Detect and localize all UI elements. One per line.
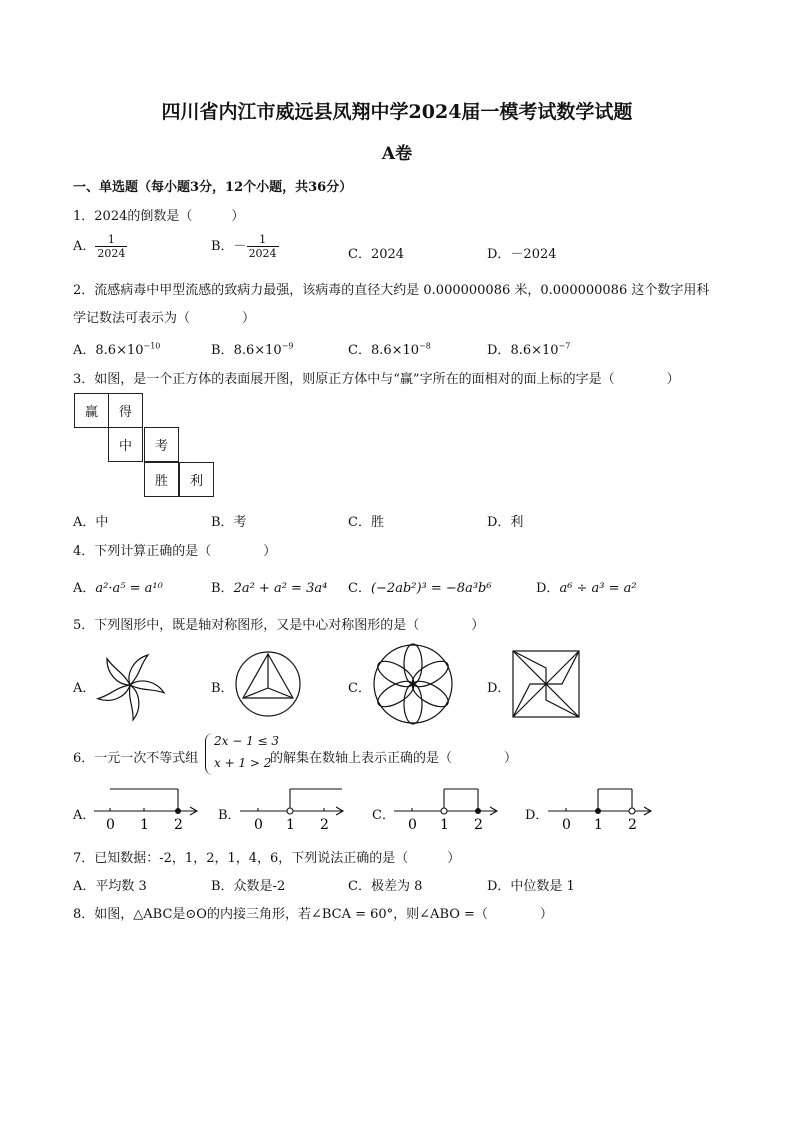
q5-option-b-label: B． — [211, 681, 234, 696]
q7-option-c: C．极差为 8 — [348, 879, 423, 894]
number-line-d — [546, 783, 656, 833]
inequality-1: 2x − 1 ≤ 3 — [214, 734, 280, 748]
page-title: 四川省内江市威远县凤翔中学2024届一模考试数学试题 — [161, 101, 633, 123]
square-pinwheel-figure — [510, 648, 582, 720]
q6-option-d-label: D． — [525, 808, 549, 823]
tick-label-1: 1 — [594, 817, 603, 833]
system-brace — [205, 733, 214, 775]
tick-label-0: 0 — [106, 817, 115, 833]
question-5-stem: 5．下列图形中，既是轴对称图形，又是中心对称图形的是（ ） — [73, 618, 485, 633]
q7-option-b: B．众数是-2 — [211, 879, 286, 894]
q6-option-b-label: B． — [218, 808, 241, 823]
q6-option-a-label: A． — [73, 808, 96, 823]
tick-label-1: 1 — [286, 817, 295, 833]
q3-option-c: C．胜 — [348, 515, 384, 530]
net-cell-2: 得 — [108, 393, 143, 428]
q2-option-d: D．$8.6\times 10^{-7}$ — [487, 341, 571, 358]
tick-label-2: 2 — [474, 817, 483, 833]
number-line-a — [92, 783, 202, 833]
q3-option-a: A．中 — [73, 515, 109, 530]
q5-option-d-label: D． — [487, 681, 511, 696]
q4-option-b: B．2a² + a² = 3a⁴ — [211, 581, 328, 596]
q1-option-b: B．－ $\frac{1}{2024}$ — [211, 233, 277, 260]
tick-label-1: 1 — [140, 817, 149, 833]
question-8-stem: 8．如图，△ABC是⊙O的内接三角形，若∠BCA = 60°，则∠ABO =（ ） — [73, 907, 553, 922]
question-4-stem: 4．下列计算正确的是（ ） — [73, 544, 277, 559]
q4-option-c: C．(−2ab²)³ = −8a³b⁶ — [348, 581, 492, 596]
q1-option-a: A． $\frac{1}{2024}$ — [73, 233, 126, 260]
net-cell-4: 考 — [144, 427, 179, 462]
q2-option-b: B．$8.6\times 10^{-9}$ — [211, 341, 294, 358]
question-2-stem-line-1: 2．流感病毒中甲型流感的致病力最强，该病毒的直径大约是 0.000000086 米，0.000000086 这个数字用科 — [73, 283, 710, 298]
q1-option-c: C．2024 — [348, 247, 405, 262]
q7-option-a: A．平均数 3 — [73, 879, 147, 894]
q4-option-d: D．a⁶ ÷ a³ = a² — [536, 581, 637, 596]
question-1-stem: 1．2024的倒数是（ ） — [73, 209, 245, 224]
q4-option-a: A．a²·a⁵ = a¹⁰ — [73, 581, 163, 596]
tick-label-2: 2 — [628, 817, 637, 833]
section-heading: 一、单选题（每小题3分，12个小题，共36分） — [73, 180, 353, 195]
q2-option-a: A．$8.6\times 10^{-10}$ — [73, 341, 161, 358]
q2-option-c: C．$8.6\times 10^{-8}$ — [348, 341, 431, 358]
net-cell-6: 利 — [179, 462, 214, 497]
net-cell-5: 胜 — [144, 462, 179, 497]
q5-option-a-label: A． — [73, 681, 96, 696]
tick-label-2: 2 — [174, 817, 183, 833]
net-cell-3: 中 — [108, 427, 143, 462]
question-6-stem-prefix: 6．一元一次不等式组 — [73, 751, 199, 766]
triangle-in-circle-figure — [232, 648, 304, 720]
tick-label-2: 2 — [320, 817, 329, 833]
question-6-stem-suffix: 的解集在数轴上表示正确的是（ ） — [270, 751, 518, 766]
tick-label-1: 1 — [440, 817, 449, 833]
page-subtitle: A卷 — [381, 144, 413, 164]
question-2-stem-line-2: 学记数法可表示为（ ） — [73, 311, 256, 326]
number-line-b — [238, 783, 348, 833]
pinwheel-figure — [95, 645, 165, 725]
number-line-c — [392, 783, 502, 833]
tick-label-0: 0 — [254, 817, 263, 833]
q7-option-d: D．中位数是 1 — [487, 879, 575, 894]
q1-option-d: D．－2024 — [487, 247, 557, 262]
question-3-stem: 3．如图，是一个正方体的表面展开图，则原正方体中与“赢”字所在的面相对的面上标的字是（ ） — [73, 372, 680, 387]
q5-option-c-label: C． — [348, 681, 371, 696]
flower-in-circle-figure — [372, 643, 454, 725]
inequality-2: x + 1 > 2 — [214, 756, 272, 770]
tick-label-0: 0 — [562, 817, 571, 833]
q3-option-d: D．利 — [487, 515, 524, 530]
q3-option-b: B．考 — [211, 515, 247, 530]
q6-option-c-label: C． — [372, 808, 395, 823]
question-7-stem: 7．已知数据：-2，1，2，1，4，6，下列说法正确的是（ ） — [73, 851, 461, 866]
net-cell-1: 赢 — [74, 393, 109, 428]
tick-label-0: 0 — [408, 817, 417, 833]
